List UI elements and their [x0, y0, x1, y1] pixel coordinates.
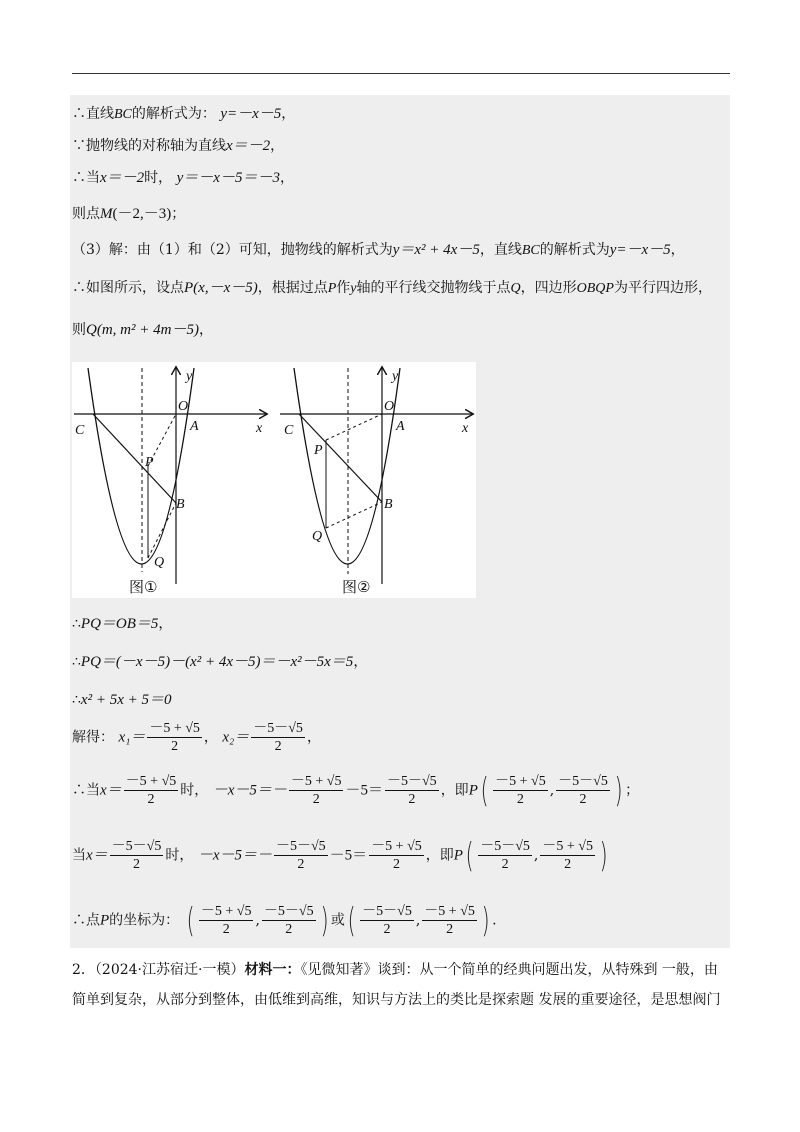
solution-line-12 [72, 770, 640, 811]
label-y: y [392, 369, 399, 384]
denominator: 2 [501, 857, 509, 872]
denominator: 2 [147, 792, 155, 807]
numerator: －5－√5 [253, 721, 303, 736]
denominator: 2 [285, 922, 293, 937]
segment-qb [148, 503, 176, 558]
denominator: 2 [274, 739, 282, 754]
text: 抛物线的对称轴为直线 [86, 138, 226, 154]
punct: ， [198, 322, 213, 338]
problem-2-line-2 [72, 990, 720, 1010]
equation: －5＝ [329, 847, 368, 864]
math-var: BC [114, 107, 132, 122]
point-label: P [453, 847, 463, 864]
numerator: －5 + √5 [495, 774, 546, 789]
text: 则 [72, 322, 86, 338]
denominator: 2 [312, 792, 320, 807]
equation: x＝－2 [100, 170, 145, 186]
solution-line-9 [72, 652, 367, 672]
denominator: 2 [516, 792, 524, 807]
figure-2 [280, 368, 472, 596]
solution-line-1 [72, 104, 295, 125]
numerator: －5 + √5 [424, 904, 475, 919]
text: 的解析式为： [131, 106, 216, 122]
line-bc [299, 414, 382, 502]
equation: y＝x² + 4x－5 [392, 242, 480, 258]
denominator: 2 [392, 857, 400, 872]
numerator: －5－√5 [558, 774, 608, 789]
text: ，直线 [479, 242, 522, 258]
header-rule [72, 73, 730, 74]
solution-line-8 [72, 614, 172, 634]
label-p: P [314, 443, 323, 458]
therefore-symbol: ∴ [72, 170, 86, 186]
figure-1 [74, 368, 266, 596]
punct: ， [203, 729, 218, 746]
label-q: Q [312, 529, 323, 544]
equation: －5＝ [345, 782, 383, 799]
punct: . [492, 912, 497, 929]
therefore-symbol: ∴ [72, 782, 86, 799]
therefore-symbol: ∴ [72, 106, 86, 122]
numerator: －5－√5 [263, 904, 314, 919]
punct: ； [625, 782, 640, 799]
text: 时， [165, 847, 194, 864]
segment-op [326, 414, 382, 440]
math-var: Q [510, 281, 521, 296]
label-y: y [186, 369, 193, 384]
equation: y=－x－5 [220, 106, 282, 122]
fraction [385, 773, 439, 808]
solution-line-13 [72, 835, 610, 876]
equation: x₂＝ [222, 729, 250, 746]
fraction [540, 838, 595, 873]
denominator: 2 [564, 857, 572, 872]
denominator: 2 [383, 922, 391, 937]
because-symbol: ∵ [72, 138, 86, 154]
punct: ， [306, 729, 321, 746]
label-b: B [176, 497, 185, 512]
text: ，即 [425, 847, 454, 864]
equation: x₁＝ [118, 729, 146, 746]
fraction [262, 903, 316, 938]
equation: y=－x－5 [609, 242, 671, 258]
punct: ， [353, 654, 368, 670]
therefore-symbol: ∴ [72, 912, 86, 929]
label-c: C [284, 423, 294, 438]
fraction [124, 773, 179, 808]
fraction [360, 903, 414, 938]
text: 当 [86, 170, 100, 186]
left-paren: ( [465, 835, 474, 876]
figures-svg [72, 362, 476, 598]
text: （3）解：由（1）和（2）可知，抛物线的解析式为 [72, 242, 393, 258]
numerator: －5－√5 [480, 839, 530, 854]
punct: , [533, 847, 539, 864]
numerator: －5－√5 [387, 774, 437, 789]
point-label: M [100, 206, 113, 222]
math-var: P [327, 281, 337, 296]
therefore-symbol: ∴ [72, 616, 81, 632]
solution-line-5 [72, 240, 685, 261]
left-paren: ( [480, 770, 489, 811]
text: 时， [180, 782, 209, 799]
numerator: －5 + √5 [200, 904, 252, 919]
fraction [369, 838, 424, 873]
equation: －x－5＝－ [197, 847, 272, 864]
equation: －x－5＝－ [212, 782, 287, 799]
math-var: y [350, 281, 357, 296]
text: 点 [86, 912, 100, 929]
numerator: －5 + √5 [125, 774, 177, 789]
punct: ， [270, 138, 285, 154]
solution-line-4 [72, 204, 185, 224]
numerator: －5－√5 [362, 904, 412, 919]
text: 则点 [72, 206, 100, 222]
text: ，四边形 [520, 280, 577, 296]
text: 轴的平行线交抛物线于点 [356, 280, 511, 296]
solution-line-11 [72, 720, 321, 755]
equation: PQ＝(－x－5)－(x² + 4x－5)＝－x²－5x＝5 [80, 654, 354, 670]
punct: ， [279, 170, 294, 186]
denominator: 2 [297, 857, 305, 872]
solution-line-7 [72, 320, 213, 340]
point-label: Q(m, m² + 4m－5) [86, 322, 199, 338]
denominator: 2 [222, 922, 230, 937]
label-a: A [190, 419, 199, 434]
fraction [274, 838, 328, 873]
equation: x＝ [86, 847, 108, 864]
text: 直线 [86, 106, 114, 122]
denominator: 2 [446, 922, 454, 937]
problem-number: 2． [72, 962, 95, 978]
point-label: P [468, 782, 478, 799]
denominator: 2 [579, 792, 587, 807]
text: 或 [330, 912, 345, 929]
fraction [199, 903, 254, 938]
label-p: P [145, 455, 154, 470]
fraction [289, 773, 344, 808]
equation: x＝－2 [226, 138, 271, 154]
right-paren: ) [481, 900, 490, 941]
numerator: －5 + √5 [371, 839, 422, 854]
label-a: A [396, 419, 405, 434]
numerator: －5 + √5 [290, 774, 342, 789]
right-paren: ) [320, 900, 329, 941]
text: 的解析式为 [539, 242, 610, 258]
therefore-symbol: ∴ [72, 280, 86, 296]
coordinates: (－2,－3) [112, 206, 172, 222]
problem-text: 简单到复杂，从部分到整体，由低维到高维，知识与方法上的类比是探索题 发展的重要途径，是思想阀门 [72, 992, 721, 1008]
line-bc [93, 414, 176, 503]
math-var: BC [521, 243, 540, 258]
label-o: O [384, 399, 395, 414]
numerator: －5 + √5 [542, 839, 593, 854]
label-c: C [75, 423, 85, 438]
text: 解得： [72, 729, 114, 746]
equation: x² + 5x + 5＝0 [80, 692, 172, 708]
denominator: 2 [133, 857, 141, 872]
text: 当 [86, 782, 100, 799]
fraction [147, 720, 202, 755]
parabola [294, 368, 400, 564]
problem-text: 《见微知著》谈到：从一个简单的经典问题出发，从特殊到 一般，由 [300, 962, 718, 978]
punct: , [549, 782, 555, 799]
denominator: 2 [171, 739, 179, 754]
label-x: x [462, 421, 469, 436]
punct: ， [281, 106, 296, 122]
text: 作 [336, 280, 351, 296]
point-label: P(x,－x－5) [184, 280, 258, 296]
caption-fig-2: 图② [342, 578, 371, 596]
punct: , [255, 912, 260, 929]
solution-line-14 [72, 900, 497, 941]
numerator: －5－√5 [275, 839, 326, 854]
text: 如图所示，设点 [86, 280, 184, 296]
denominator: 2 [408, 792, 416, 807]
text: 的坐标为： [109, 912, 180, 929]
equation: x＝ [100, 782, 122, 799]
text: ，根据过点 [257, 280, 328, 296]
text: 时， [144, 170, 173, 186]
text: 为平行四边形， [613, 280, 712, 296]
left-paren: ( [186, 900, 195, 941]
left-paren: ( [347, 900, 356, 941]
label-x: x [256, 421, 263, 436]
problem-source: （2024·江苏宿迁·一模） [94, 962, 245, 978]
equation: y＝－x－5＝－3 [176, 170, 280, 186]
fraction [110, 838, 164, 873]
punct: , [415, 912, 421, 929]
solution-line-6 [72, 278, 712, 299]
equation: PQ＝OB＝5 [80, 616, 159, 632]
fraction [422, 903, 477, 938]
solution-line-3 [72, 168, 294, 188]
right-paren: ) [599, 835, 608, 876]
punct: ， [158, 616, 173, 632]
label-q: Q [154, 555, 165, 570]
therefore-symbol: ∴ [72, 692, 81, 708]
label-o: O [178, 399, 189, 414]
fraction [556, 773, 610, 808]
fraction [251, 720, 305, 755]
fraction [493, 773, 548, 808]
numerator: －5 + √5 [149, 721, 200, 736]
point-label: P [100, 912, 110, 929]
therefore-symbol: ∴ [72, 654, 81, 670]
caption-fig-1: 图① [129, 578, 158, 596]
material-label: 材料一： [244, 962, 301, 978]
punct: ， [670, 242, 685, 258]
parabola-figures [72, 362, 476, 598]
math-var: OBQP [576, 281, 614, 296]
text: 当 [72, 847, 86, 864]
solution-line-2 [72, 136, 284, 156]
solution-line-10 [72, 690, 171, 710]
right-paren: ) [614, 770, 623, 811]
punct: ； [171, 206, 186, 222]
label-b: B [384, 497, 393, 512]
numerator: －5－√5 [111, 839, 162, 854]
problem-2-line-1 [72, 960, 718, 980]
text: ，即 [440, 782, 469, 799]
fraction [478, 838, 532, 873]
